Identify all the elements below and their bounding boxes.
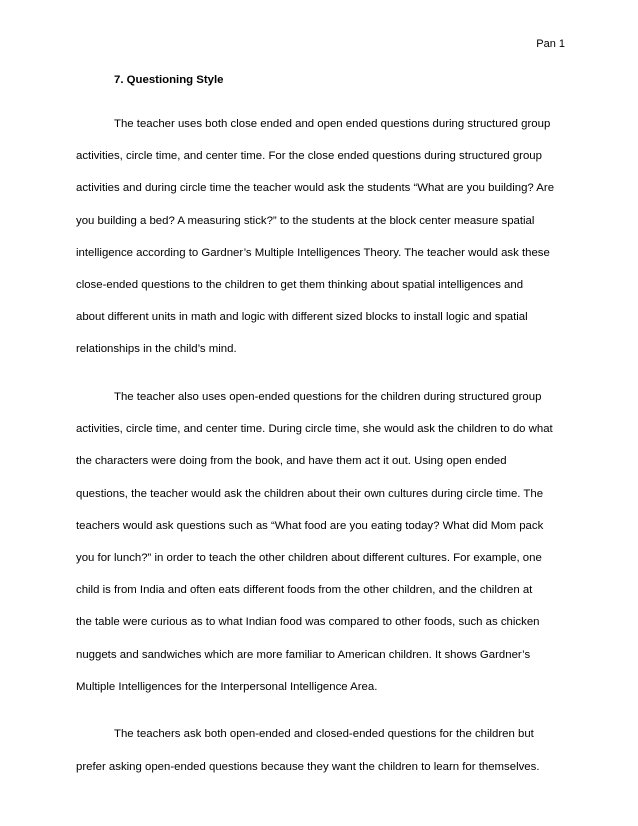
paragraph-line: about different units in math and logic with different sized blocks to install logic and spatial — [76, 311, 528, 324]
section-heading: 7. Questioning Style — [114, 74, 224, 86]
page-number-label: Pan 1 — [536, 38, 565, 50]
paragraph-line: The teacher also uses open-ended questions for the children during structured group — [114, 391, 542, 403]
paragraph-line: activities, circle time, and center time. During circle time, she would ask the children to do what — [76, 423, 553, 436]
paragraph-3 — [76, 725, 566, 789]
paragraph-line: activities and during circle time the teacher would ask the students “What are you building? Are — [76, 182, 555, 195]
paragraph-line: the characters were doing from the book, and have them act it out. Using open ended — [76, 455, 507, 468]
paragraph-line: The teacher uses both close ended and open ended questions during structured group — [114, 118, 551, 130]
paragraph-line: questions, the teacher would ask the children about their own cultures during circle time. The — [76, 487, 544, 500]
spacer — [76, 710, 566, 726]
paragraph-1 — [76, 115, 566, 373]
paragraph-line: child is from India and often eats different foods from the other children, and the children at — [76, 584, 533, 597]
spacer — [76, 373, 566, 389]
paragraph-line: activities, circle time, and center time. For the close ended questions during structured group — [76, 150, 542, 163]
paragraph-2 — [76, 388, 566, 710]
paragraph-line: The teachers ask both open-ended and closed-ended questions for the children but — [114, 728, 534, 741]
spacer — [76, 94, 566, 115]
paragraph-line: Multiple Intelligences for the Interpersonal Intelligence Area. — [76, 680, 378, 693]
paragraph-line: nuggets and sandwiches which are more familiar to American children. It shows Gardner’s — [76, 648, 531, 661]
paragraph-line: you for lunch?” in order to teach the other children about different cultures. For example, one — [76, 551, 542, 564]
paragraph-line: the table were curious as to what Indian food was compared to other foods, such as chicken — [76, 616, 540, 629]
paragraph-line: prefer asking open-ended questions because they want the children to learn for themselves. — [76, 760, 540, 773]
paragraph-line: relationships in the child’s mind. — [76, 343, 237, 356]
paragraph-line: you building a bed? A measuring stick?” to the students at the block center measure spatial — [76, 214, 535, 227]
page-header — [536, 37, 565, 51]
document-body — [76, 67, 566, 790]
paragraph-line: intelligence according to Gardner’s Multiple Intelligences Theory. The teacher would ask these — [76, 246, 550, 259]
paragraph-line: close-ended questions to the children to get them thinking about spatial intelligences and — [76, 278, 524, 291]
paragraph-line: teachers would ask questions such as “What food are you eating today? What did Mom pack — [76, 519, 544, 532]
